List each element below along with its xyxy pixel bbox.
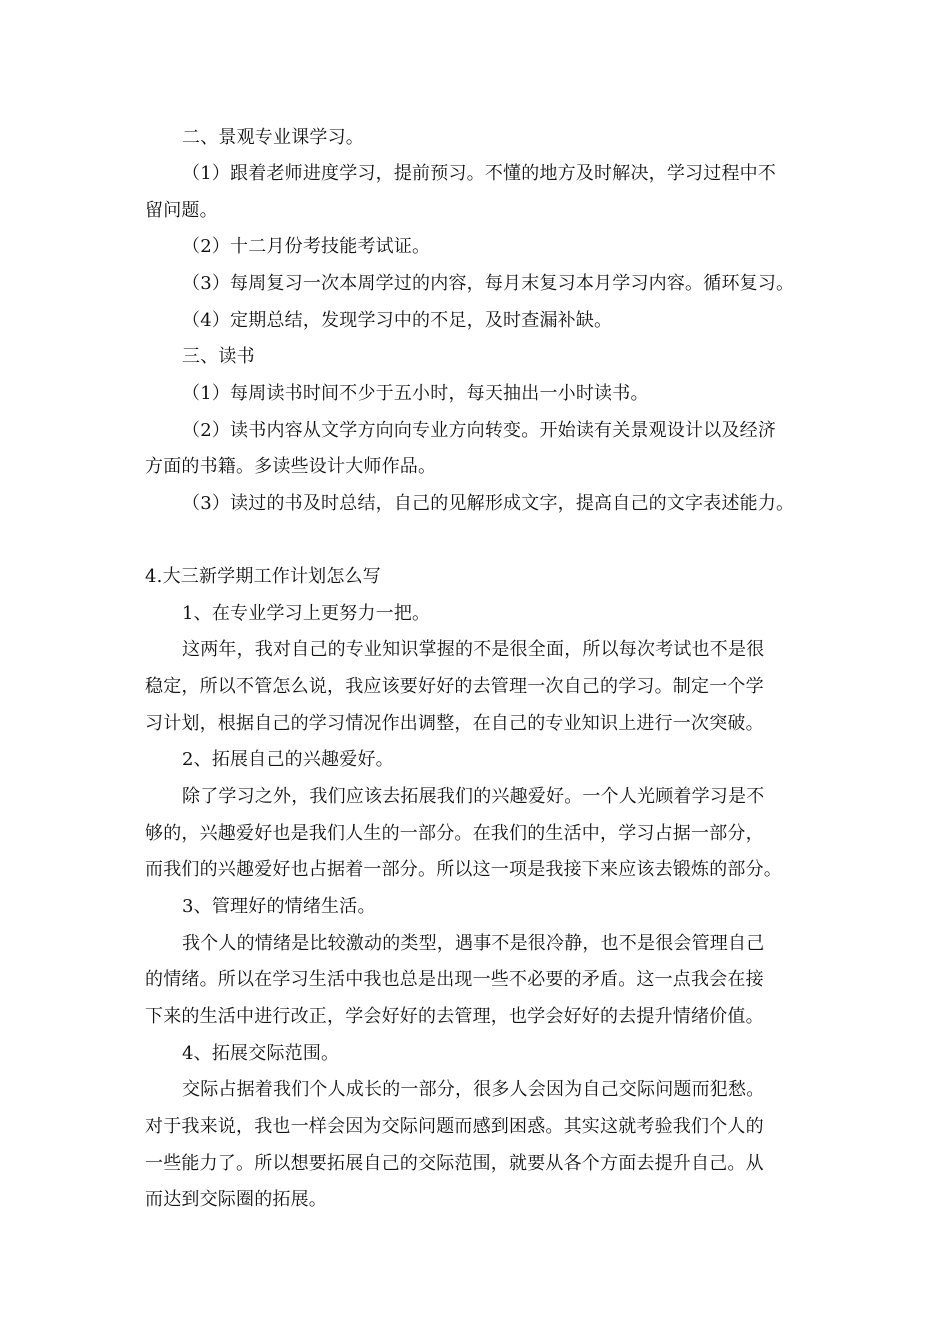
part4-p3-line1: 我个人的情绪是比较激动的类型，遇事不是很冷静，也不是很会管理自己: [182, 933, 765, 954]
section3-item2-line2: 方面的书籍。多读些设计大师作品。: [145, 456, 437, 477]
part4-p4-heading: 4、拓展交际范围。: [182, 1043, 340, 1064]
part4-p1-heading: 1、在专业学习上更努力一把。: [182, 603, 431, 624]
part4-p2-heading: 2、拓展自己的兴趣爱好。: [182, 749, 394, 770]
part4-p2-line3: 而我们的兴趣爱好也占据着一部分。所以这一项是我接下来应该去锻炼的部分。: [145, 859, 782, 880]
section3-item2-line1: （2）读书内容从文学方向向专业方向转变。开始读有关景观设计以及经济: [182, 420, 777, 441]
part4-p4-line4: 而达到交际圈的拓展。: [145, 1189, 327, 1210]
part4-p2-line1: 除了学习之外，我们应该去拓展我们的兴趣爱好。一个人光顾着学习是不: [182, 786, 765, 807]
part4-p4-line3: 一些能力了。所以想要拓展自己的交际范围，就要从各个方面去提升自己。从: [145, 1153, 764, 1174]
part4-p3-line2: 的情绪。所以在学习生活中我也总是出现一些不必要的矛盾。这一点我会在接: [145, 969, 764, 990]
part4-p1-line3: 习计划，根据自己的学习情况作出调整，在自己的专业知识上进行一次突破。: [145, 713, 764, 734]
section3-heading: 三、读书: [182, 346, 255, 367]
part4-p3-heading: 3、管理好的情绪生活。: [182, 896, 376, 917]
part4-p1-line2: 稳定，所以不管怎么说，我应该要好好的去管理一次自己的学习。制定一个学: [145, 676, 764, 697]
section2-item2: （2）十二月份考技能考试证。: [182, 236, 431, 257]
section2-item4: （4）定期总结，发现学习中的不足，及时查漏补缺。: [182, 310, 613, 331]
section2-heading: 二、景观专业课学习。: [182, 127, 364, 148]
section3-item3: （3）读过的书及时总结，自己的见解形成文字，提高自己的文字表述能力。: [182, 493, 795, 514]
part4-p3-line3: 下来的生活中进行改正，学会好好的去管理，也学会好好的去提升情绪价值。: [145, 1006, 764, 1027]
part4-p1-line1: 这两年，我对自己的专业知识掌握的不是很全面，所以每次考试也不是很: [182, 639, 765, 660]
section2-item1-line1: （1）跟着老师进度学习，提前预习。不懂的地方及时解决，学习过程中不: [182, 163, 777, 184]
section2-item3: （3）每周复习一次本周学过的内容，每月末复习本月学习内容。循环复习。: [182, 273, 795, 294]
part4-p2-line2: 够的，兴趣爱好也是我们人生的一部分。在我们的生活中，学习占据一部分，: [145, 823, 764, 844]
part4-title: 4.大三新学期工作计划怎么写: [145, 566, 381, 587]
part4-p4-line2: 对于我来说，我也一样会因为交际问题而感到困惑。其实这就考验我们个人的: [145, 1116, 764, 1137]
section3-item1: （1）每周读书时间不少于五小时，每天抽出一小时读书。: [182, 383, 649, 404]
section2-item1-line2: 留问题。: [145, 200, 218, 221]
part4-p4-line1: 交际占据着我们个人成长的一部分，很多人会因为自己交际问题而犯愁。: [182, 1079, 765, 1100]
